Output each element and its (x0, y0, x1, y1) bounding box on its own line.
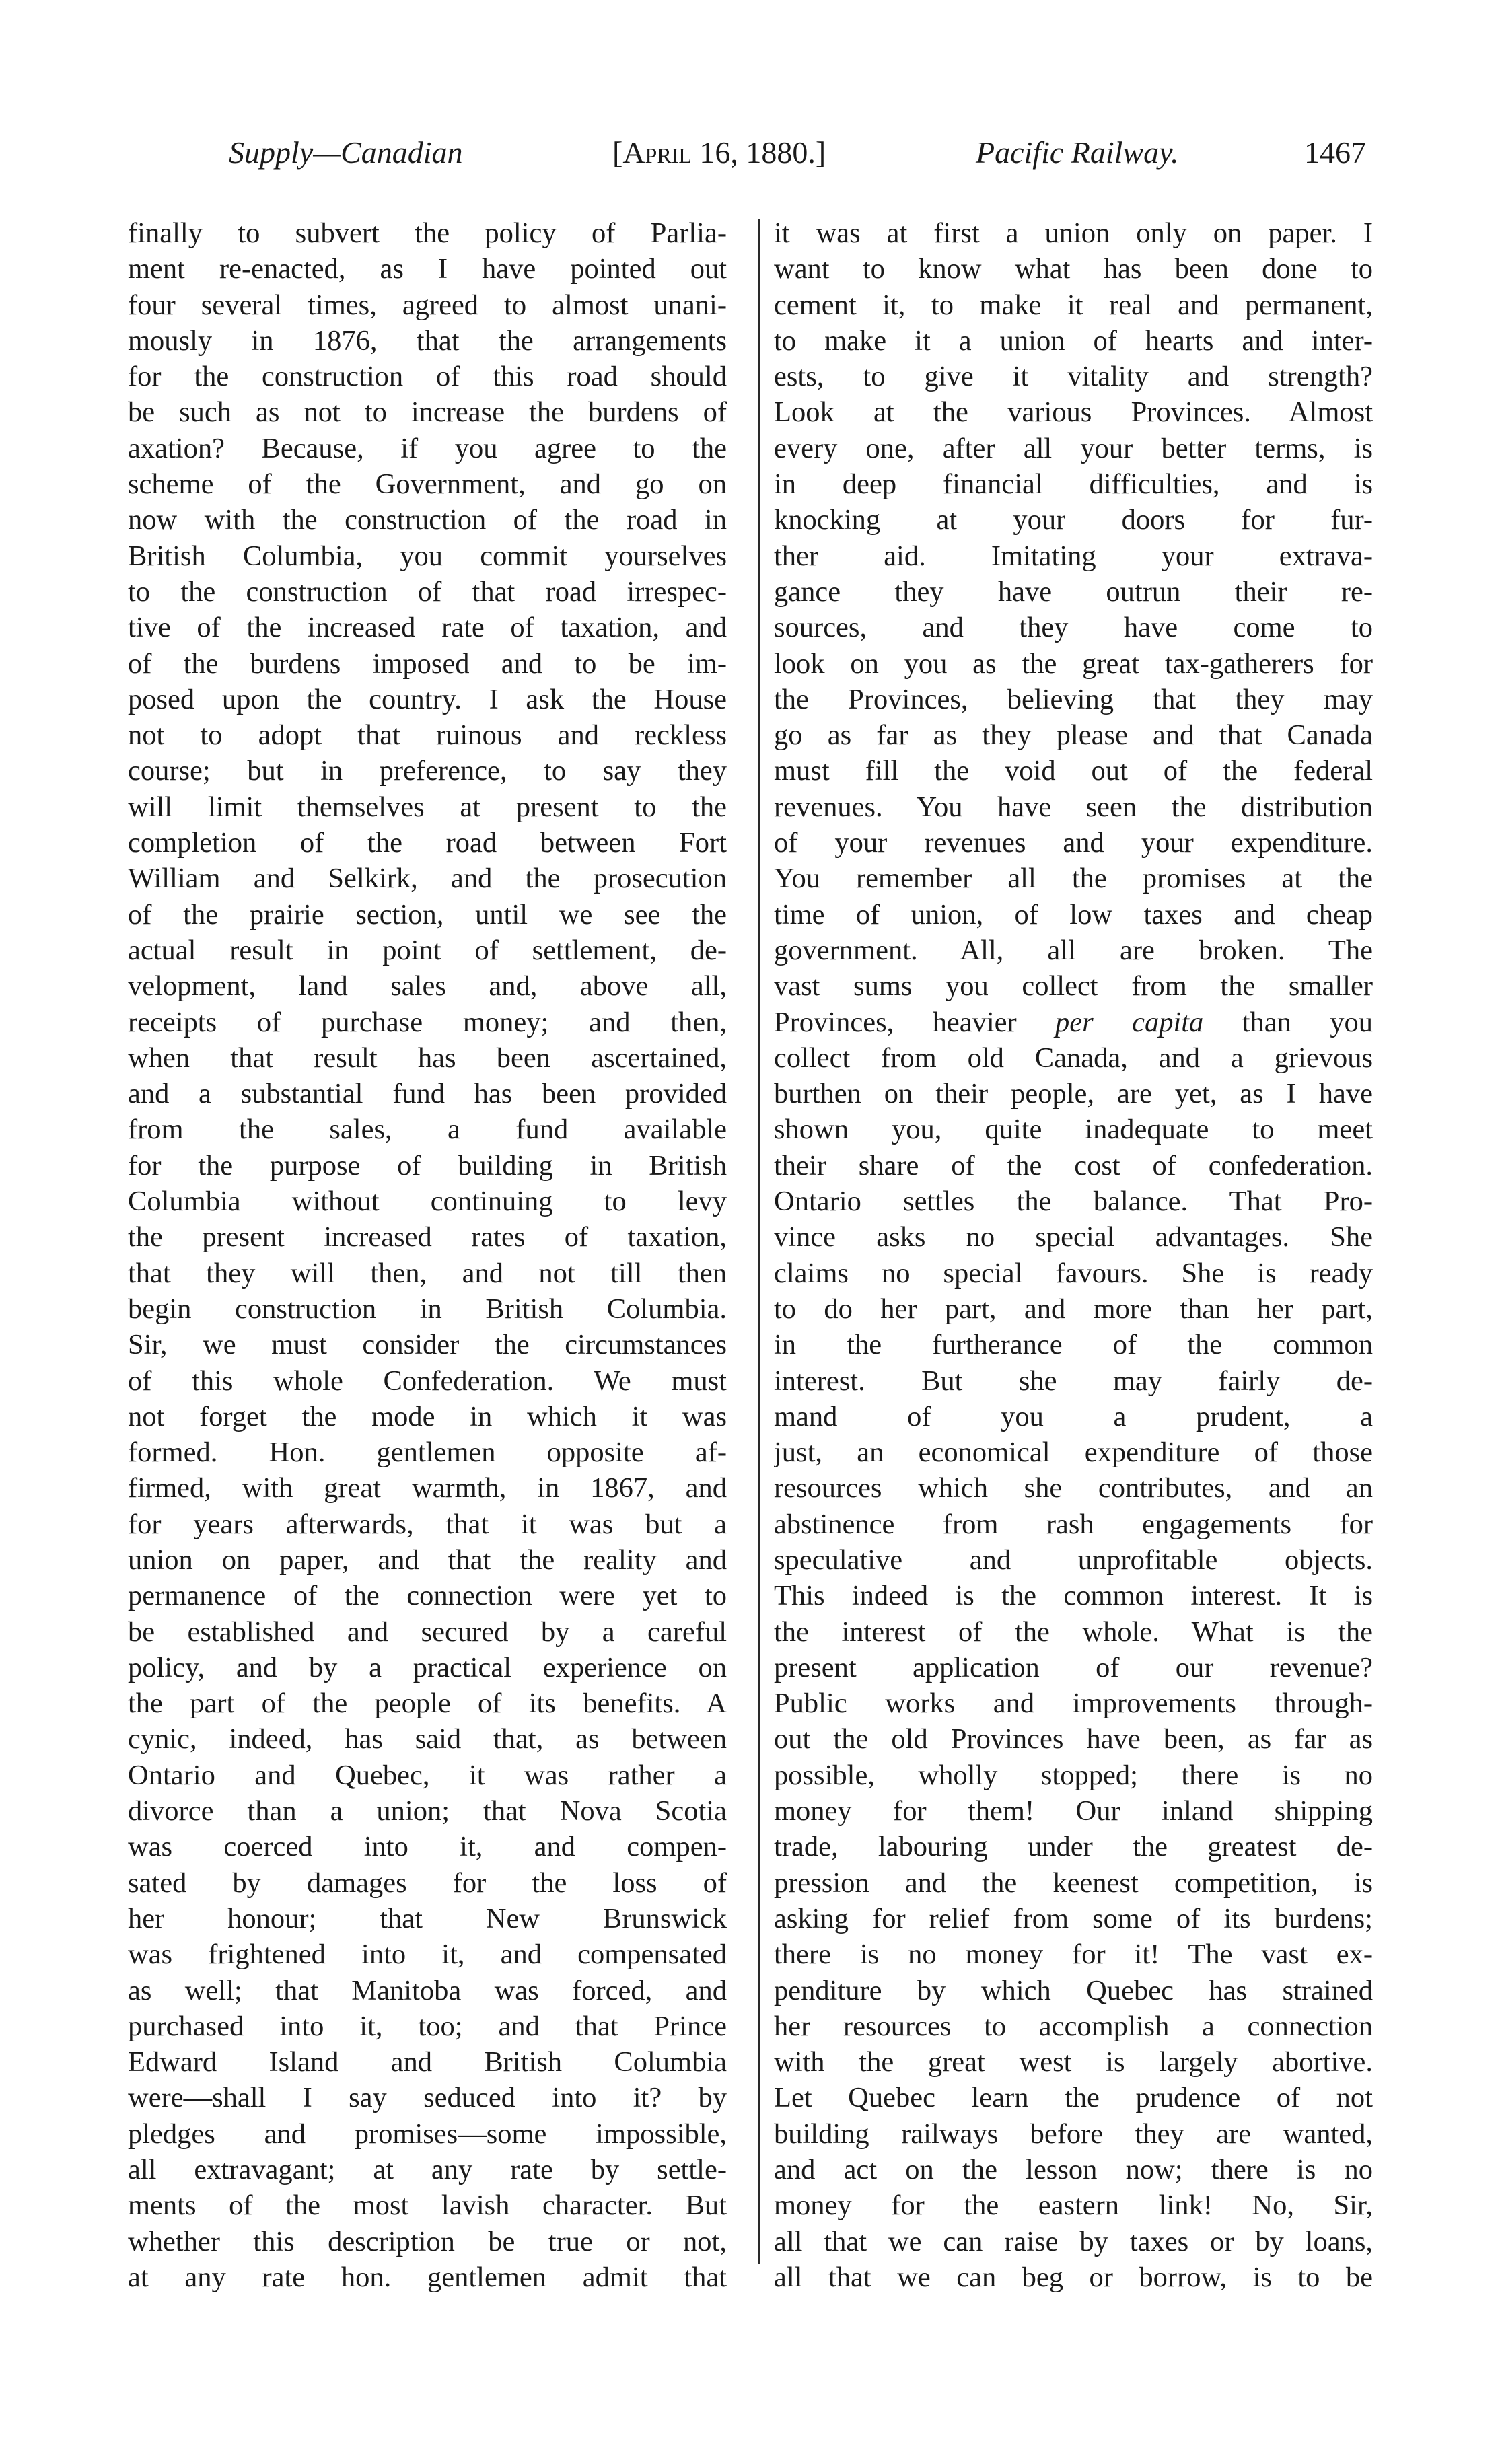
text-line: there is no money for it! The vast ex- (774, 1938, 1373, 1971)
text-line: money for the eastern link! No, Sir, (774, 2189, 1373, 2222)
text-line: and act on the lesson now; there is no (774, 2154, 1373, 2186)
text-line: all that we can beg or borrow, is to be (774, 2261, 1373, 2293)
text-line: for the purpose of building in British (128, 1149, 727, 1182)
text-line: asking for relief from some of its burdens; (774, 1902, 1373, 1934)
text-line: firmed, with great warmth, in 1867, and (128, 1472, 727, 1505)
running-head-date (612, 135, 826, 170)
text-line: of your revenues and your expenditure. (774, 827, 1373, 859)
text-line: was frightened into it, and compensated (128, 1938, 727, 1971)
text-line: from the sales, a fund available (128, 1114, 727, 1146)
text-line: union on paper, and that the reality and (128, 1544, 727, 1576)
running-head-left: Supply—Canadian (229, 135, 463, 170)
text-line: to the construction of that road irrespec- (128, 575, 727, 608)
text-line: revenues. You have seen the distribution (774, 791, 1373, 823)
text-line: vince asks no special advantages. She (774, 1221, 1373, 1254)
text-line: vast sums you collect from the smaller (774, 970, 1373, 1003)
text-line: just, an economical expenditure of those (774, 1437, 1373, 1469)
text-line: of this whole Confederation. We must (128, 1365, 727, 1397)
text-line: sated by damages for the loss of (128, 1867, 727, 1899)
text-line: cement it, to make it real and permanent, (774, 289, 1373, 321)
text-line: Ontario settles the balance. That Pro- (774, 1186, 1373, 1218)
text-line: every one, after all your better terms, is (774, 432, 1373, 464)
text-line: Public works and improvements through- (774, 1688, 1373, 1720)
text-line: trade, labouring under the greatest de- (774, 1831, 1373, 1863)
column-rule (758, 219, 760, 2264)
text-line: possible, wholly stopped; there is no (774, 1759, 1373, 1791)
text-line: This indeed is the common interest. It is (774, 1580, 1373, 1612)
text-line: in deep financial difficulties, and is (774, 468, 1373, 501)
text-line: actual result in point of settlement, de- (128, 934, 727, 966)
text-line: claims no special favours. She is ready (774, 1257, 1373, 1289)
text-line: pledges and promises—some impossible, (128, 2117, 727, 2150)
text-line: finally to subvert the policy of Parlia- (128, 217, 727, 249)
text-line: posed upon the country. I ask the House (128, 683, 727, 715)
text-line: divorce than a union; that Nova Scotia (128, 1795, 727, 1827)
right-column (774, 215, 1373, 2295)
text-line: purchased into it, too; and that Prince (128, 2010, 727, 2042)
text-line: be established and secured by a careful (128, 1616, 727, 1648)
text-line: must fill the void out of the federal (774, 755, 1373, 787)
running-head (128, 135, 1406, 182)
text-line: look on you as the great tax-gatherers for (774, 647, 1373, 680)
text-line: not forget the mode in which it was (128, 1400, 727, 1433)
text-line: shown you, quite inadequate to meet (774, 1114, 1373, 1146)
date-month: April (622, 135, 692, 170)
text-line: Look at the various Provinces. Almost (774, 396, 1373, 429)
text-line: as well; that Manitoba was forced, and (128, 1974, 727, 2006)
text-line: William and Selkirk, and the prosecution (128, 863, 727, 895)
text-line: the part of the people of its benefits. A (128, 1688, 727, 1720)
text-line: You remember all the promises at the (774, 863, 1373, 895)
text-line: go as far as they please and that Canada (774, 719, 1373, 752)
text-line: in the furtherance of the common (774, 1329, 1373, 1361)
text-line: burthen on their people, are yet, as I have (774, 1078, 1373, 1110)
text-line: the Provinces, believing that they may (774, 683, 1373, 715)
text-line: for the construction of this road should (128, 361, 727, 393)
text-line: with the great west is largely abortive. (774, 2046, 1373, 2078)
page-number: 1467 (1304, 135, 1366, 170)
text-line: Provinces, heavier per capita than you (774, 1006, 1373, 1038)
text-line: all that we can raise by taxes or by loans, (774, 2225, 1373, 2257)
text-line: the interest of the whole. What is the (774, 1616, 1373, 1648)
text-line: now with the construction of the road in (128, 504, 727, 536)
text-line: to do her part, and more than her part, (774, 1293, 1373, 1325)
text-line: will limit themselves at present to the (128, 791, 727, 823)
text-line: of the prairie section, until we see the (128, 898, 727, 931)
text-line: ment re-enacted, as I have pointed out (128, 253, 727, 285)
text-line: Sir, we must consider the circumstances (128, 1329, 727, 1361)
text-line: completion of the road between Fort (128, 827, 727, 859)
text-line: were—shall I say seduced into it? by (128, 2082, 727, 2114)
text-line: formed. Hon. gentlemen opposite af- (128, 1437, 727, 1469)
text-line: resources which she contributes, and an (774, 1472, 1373, 1505)
text-line: sources, and they have come to (774, 612, 1373, 644)
text-line: ther aid. Imitating your extrava- (774, 540, 1373, 572)
text-line: that they will then, and not till then (128, 1257, 727, 1289)
text-line: interest. But she may fairly de- (774, 1365, 1373, 1397)
text-line: whether this description be true or not, (128, 2225, 727, 2257)
text-line: money for them! Our inland shipping (774, 1795, 1373, 1827)
text-line: mously in 1876, that the arrangements (128, 324, 727, 357)
text-line: British Columbia, you commit yourselves (128, 540, 727, 572)
text-line: speculative and unprofitable objects. (774, 1544, 1373, 1576)
date-rest: 16, 1880.] (691, 135, 826, 170)
text-line: knocking at your doors for fur- (774, 504, 1373, 536)
text-line: course; but in preference, to say they (128, 755, 727, 787)
text-line: axation? Because, if you agree to the (128, 432, 727, 464)
text-line: her resources to accomplish a connection (774, 2010, 1373, 2042)
text-line: time of union, of low taxes and cheap (774, 898, 1373, 931)
text-line: not to adopt that ruinous and reckless (128, 719, 727, 752)
text-line: tive of the increased rate of taxation, and (128, 612, 727, 644)
text-line: cynic, indeed, has said that, as between (128, 1723, 727, 1755)
text-line: ests, to give it vitality and strength? (774, 361, 1373, 393)
text-line: Edward Island and British Columbia (128, 2046, 727, 2078)
text-line: want to know what has been done to (774, 253, 1373, 285)
text-line: policy, and by a practical experience on (128, 1651, 727, 1683)
text-line: Columbia without continuing to levy (128, 1186, 727, 1218)
text-line: of the burdens imposed and to be im- (128, 647, 727, 680)
text-line: permanence of the connection were yet to (128, 1580, 727, 1612)
text-line: and a substantial fund has been provided (128, 1078, 727, 1110)
running-head-right: Pacific Railway. (976, 135, 1179, 170)
text-line: collect from old Canada, and a grievous (774, 1042, 1373, 1074)
text-line: Let Quebec learn the prudence of not (774, 2082, 1373, 2114)
text-line: it was at first a union only on paper. I (774, 217, 1373, 249)
text-line: her honour; that New Brunswick (128, 1902, 727, 1934)
text-line: out the old Provinces have been, as far as (774, 1723, 1373, 1755)
text-line: penditure by which Quebec has strained (774, 1974, 1373, 2006)
text-line: mand of you a prudent, a (774, 1400, 1373, 1433)
text-line: gance they have outrun their re- (774, 575, 1373, 608)
left-column (128, 215, 727, 2295)
text-line: when that result has been ascertained, (128, 1042, 727, 1074)
text-line: all extravagant; at any rate by settle- (128, 2154, 727, 2186)
text-line: for years afterwards, that it was but a (128, 1508, 727, 1540)
text-line: government. All, all are broken. The (774, 934, 1373, 966)
text-line: was coerced into it, and compen- (128, 1831, 727, 1863)
text-line: their share of the cost of confederation. (774, 1149, 1373, 1182)
text-line: building railways before they are wanted, (774, 2117, 1373, 2150)
text-line: present application of our revenue? (774, 1651, 1373, 1683)
date-bracket-open: [ (612, 135, 623, 170)
text-line: ments of the most lavish character. But (128, 2189, 727, 2222)
text-line: scheme of the Government, and go on (128, 468, 727, 501)
text-line: velopment, land sales and, above all, (128, 970, 727, 1003)
text-line: abstinence from rash engagements for (774, 1508, 1373, 1540)
text-line: pression and the keenest competition, is (774, 1867, 1373, 1899)
text-line: to make it a union of hearts and inter- (774, 324, 1373, 357)
text-line: be such as not to increase the burdens of (128, 396, 727, 429)
text-line: Ontario and Quebec, it was rather a (128, 1759, 727, 1791)
text-line: four several times, agreed to almost unani- (128, 289, 727, 321)
text-line: begin construction in British Columbia. (128, 1293, 727, 1325)
text-line: at any rate hon. gentlemen admit that (128, 2261, 727, 2293)
text-line: the present increased rates of taxation, (128, 1221, 727, 1254)
text-line: receipts of purchase money; and then, (128, 1006, 727, 1038)
